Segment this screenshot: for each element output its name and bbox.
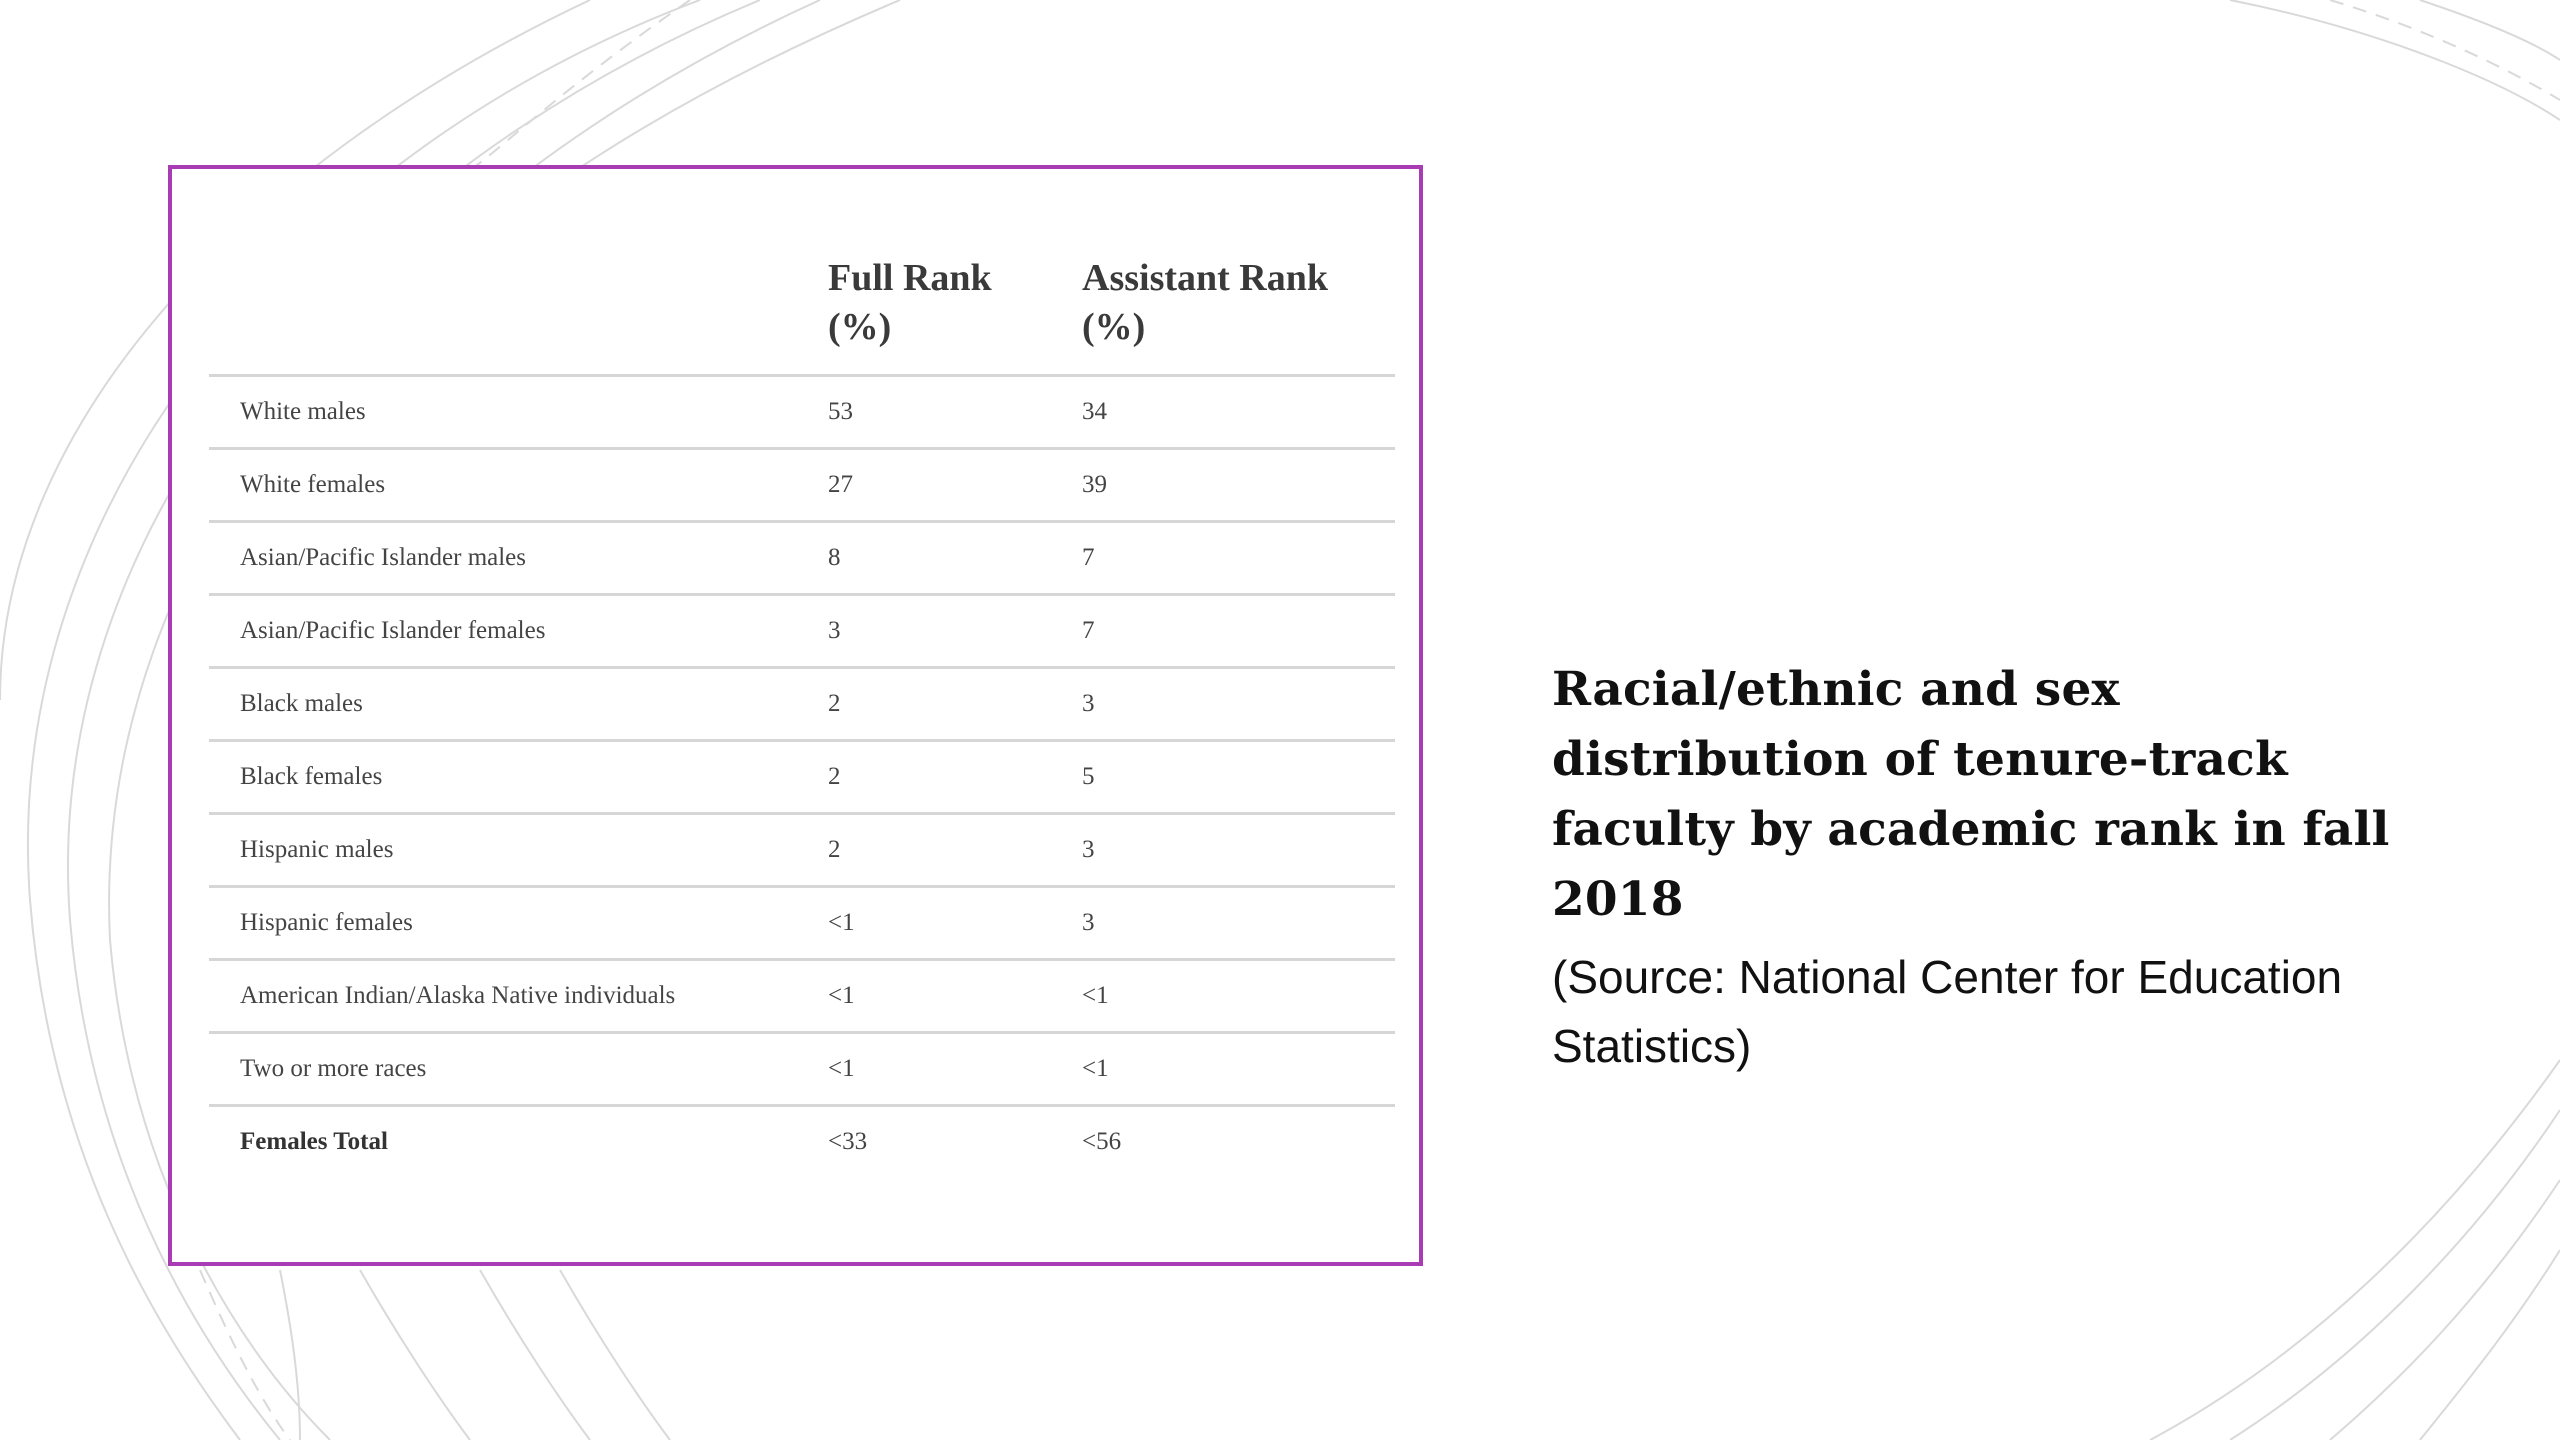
row-label: Asian/Pacific Islander males — [209, 522, 828, 595]
assistant-rank-value: 3 — [1082, 814, 1395, 887]
full-rank-value: <1 — [828, 960, 1082, 1033]
header-full-rank — [828, 254, 1082, 376]
assistant-rank-value: <1 — [1082, 960, 1395, 1033]
header-assistant-rank — [1082, 254, 1395, 376]
table-row — [209, 814, 1395, 887]
row-label: White females — [209, 449, 828, 522]
table-row — [209, 741, 1395, 814]
header-full-rank-text: Full Rank (%) — [828, 257, 992, 348]
table-row — [209, 522, 1395, 595]
full-rank-value: <1 — [828, 887, 1082, 960]
table-row — [209, 449, 1395, 522]
header-assistant-rank-text: Assistant Rank (%) — [1082, 257, 1329, 348]
assistant-rank-value: 34 — [1082, 376, 1395, 449]
table-header-row — [209, 254, 1395, 376]
row-label-total: Females Total — [240, 1128, 388, 1155]
table-row — [209, 376, 1395, 449]
row-label: Asian/Pacific Islander females — [209, 595, 828, 668]
assistant-rank-value: 7 — [1082, 522, 1395, 595]
table-frame — [168, 165, 1423, 1266]
full-rank-value: 53 — [828, 376, 1082, 449]
arc-right-4 — [2150, 1060, 2560, 1440]
caption-title: Racial/ethnic and sex distribution of tenure-track faculty by academic rank in fall 2018 — [1552, 662, 2390, 927]
arc-left-9 — [480, 1270, 590, 1440]
header-label-column — [209, 254, 828, 376]
arc-right-1 — [2230, 0, 2560, 120]
arc-left-10 — [560, 1270, 670, 1440]
arc-right-7 — [2420, 1250, 2560, 1440]
assistant-rank-total: <56 — [1082, 1128, 1122, 1155]
row-label: Black males — [209, 668, 828, 741]
full-rank-value: 2 — [828, 814, 1082, 887]
row-label: White males — [209, 376, 828, 449]
arc-left-8 — [360, 1270, 470, 1440]
full-rank-value: 2 — [828, 741, 1082, 814]
assistant-rank-value: 3 — [1082, 887, 1395, 960]
assistant-rank-value: 7 — [1082, 595, 1395, 668]
table-row — [209, 595, 1395, 668]
full-rank-value: 27 — [828, 449, 1082, 522]
table-row — [209, 960, 1395, 1033]
arc-right-3 — [2420, 0, 2560, 60]
assistant-rank-value: 3 — [1082, 668, 1395, 741]
table-row — [209, 1033, 1395, 1106]
full-rank-total: <33 — [828, 1128, 868, 1155]
assistant-rank-value: <1 — [1082, 1033, 1395, 1106]
arc-left-7 — [200, 1270, 290, 1440]
row-label: Black females — [209, 741, 828, 814]
table-total-row — [209, 1106, 1395, 1178]
full-rank-value: 2 — [828, 668, 1082, 741]
caption-source: (Source: National Center for Education Statistics) — [1552, 951, 2343, 1072]
table-row — [209, 668, 1395, 741]
row-label: Hispanic males — [209, 814, 828, 887]
caption-block — [1552, 655, 2452, 1081]
arc-right-5 — [2230, 1110, 2560, 1440]
full-rank-value: <1 — [828, 1033, 1082, 1106]
assistant-rank-value: 5 — [1082, 741, 1395, 814]
arc-right-2 — [2330, 0, 2560, 100]
row-label: Hispanic females — [209, 887, 828, 960]
row-label: American Indian/Alaska Native individuals — [209, 960, 828, 1033]
table-row — [209, 887, 1395, 960]
faculty-distribution-table — [209, 254, 1395, 1177]
arc-right-6 — [2330, 1180, 2560, 1440]
full-rank-value: 3 — [828, 595, 1082, 668]
arc-left-11 — [280, 1270, 300, 1440]
full-rank-value: 8 — [828, 522, 1082, 595]
row-label: Two or more races — [209, 1033, 828, 1106]
assistant-rank-value: 39 — [1082, 449, 1395, 522]
